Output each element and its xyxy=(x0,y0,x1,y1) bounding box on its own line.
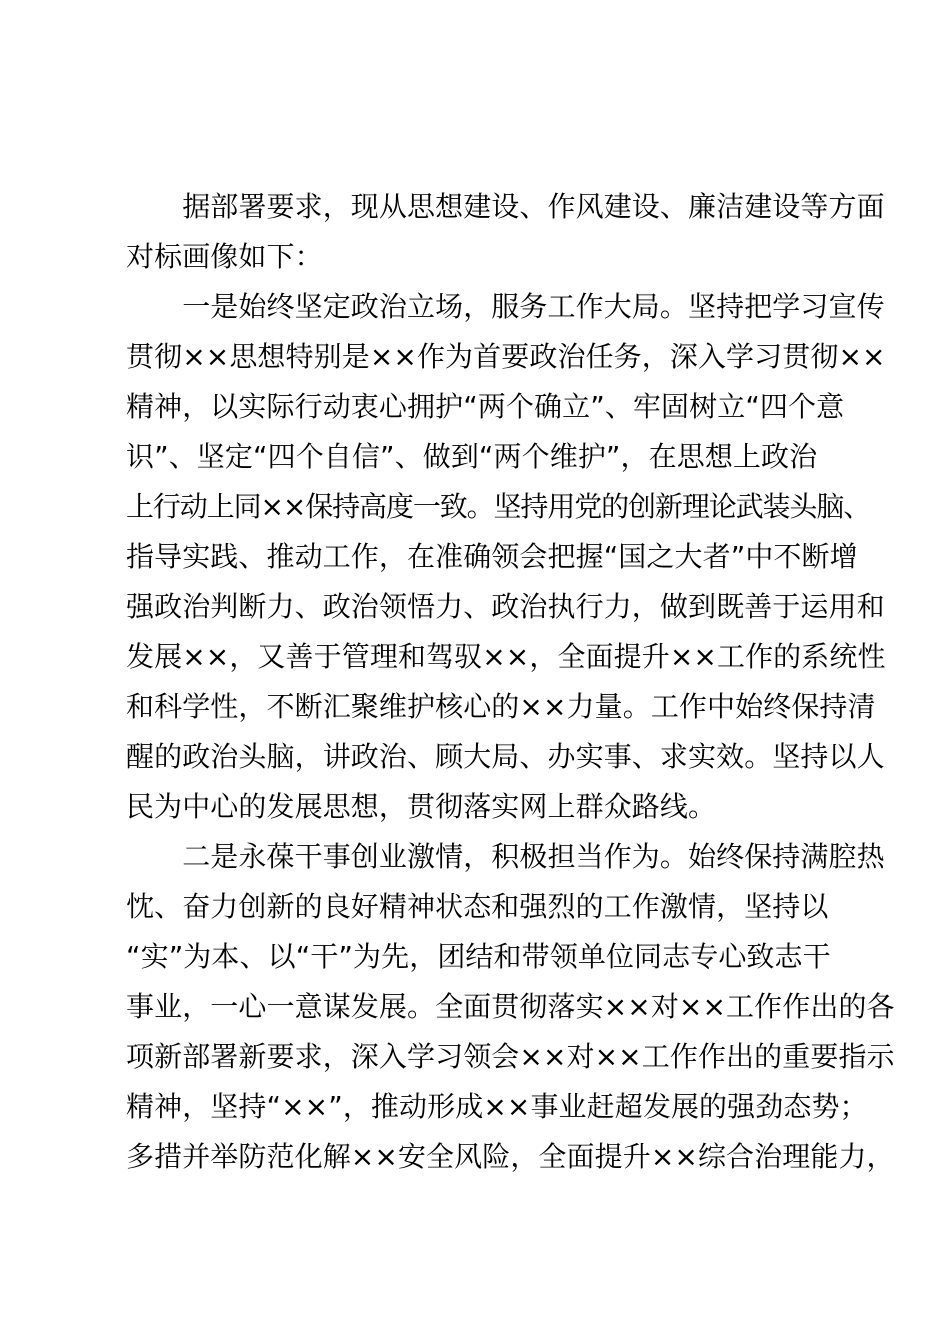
paragraph-intro xyxy=(126,182,885,282)
text-line: 多措并举防范化解××安全风险，全面提升××综合治理能力， xyxy=(126,1140,895,1173)
text-line: 上行动上同××保持高度一致。坚持用党的创新理论武装头脑、 xyxy=(126,490,871,523)
text-line: 对标画像如下： xyxy=(126,240,323,273)
text-line: 贯彻××思想特别是××作为首要政治任务，深入学习贯彻×× xyxy=(126,340,886,373)
document-body xyxy=(126,182,895,1182)
text-line: 发展××，又善于管理和驾驭××，全面提升××工作的系统性 xyxy=(126,640,886,673)
paragraph-political-stance xyxy=(126,282,886,832)
paragraph-work-passion xyxy=(126,832,895,1182)
text-line: 民为中心的发展思想，贯彻落实网上群众路线。 xyxy=(126,790,717,823)
text-line: 一是始终坚定政治立场，服务工作大局。坚持把学习宣传 xyxy=(126,290,885,323)
text-line: 忱、奋力创新的良好精神状态和强烈的工作激情，坚持以 xyxy=(126,890,829,923)
text-line: 据部署要求，现从思想建设、作风建设、廉洁建设等方面 xyxy=(126,190,885,223)
text-line: 精神，以实际行动衷心拥护“两个确立”、牢固树立“四个意 xyxy=(126,390,845,423)
text-line: 识”、坚定“四个自信”、做到“两个维护”，在思想上政治 xyxy=(126,440,818,473)
text-line: 精神，坚持“××”，推动形成××事业赶超发展的强劲态势； xyxy=(126,1090,868,1123)
text-line: 醒的政治头脑，讲政治、顾大局、办实事、求实效。坚持以人 xyxy=(126,740,885,773)
text-line: 和科学性，不断汇聚维护核心的××力量。工作中始终保持清 xyxy=(126,690,876,723)
text-line: 项新部署新要求，深入学习领会××对××工作作出的重要指示 xyxy=(126,1040,895,1073)
text-line: 事业，一心一意谋发展。全面贯彻落实××对××工作作出的各 xyxy=(126,990,895,1023)
text-line: 指导实践、推动工作，在准确领会把握“国之大者”中不断增 xyxy=(126,540,858,573)
text-line: 强政治判断力、政治领悟力、政治执行力，做到既善于运用和 xyxy=(126,590,885,623)
text-line: “实”为本、以“干”为先，团结和带领单位同志专心致志干 xyxy=(126,940,831,973)
text-line: 二是永葆干事创业激情，积极担当作为。始终保持满腔热 xyxy=(126,840,885,873)
